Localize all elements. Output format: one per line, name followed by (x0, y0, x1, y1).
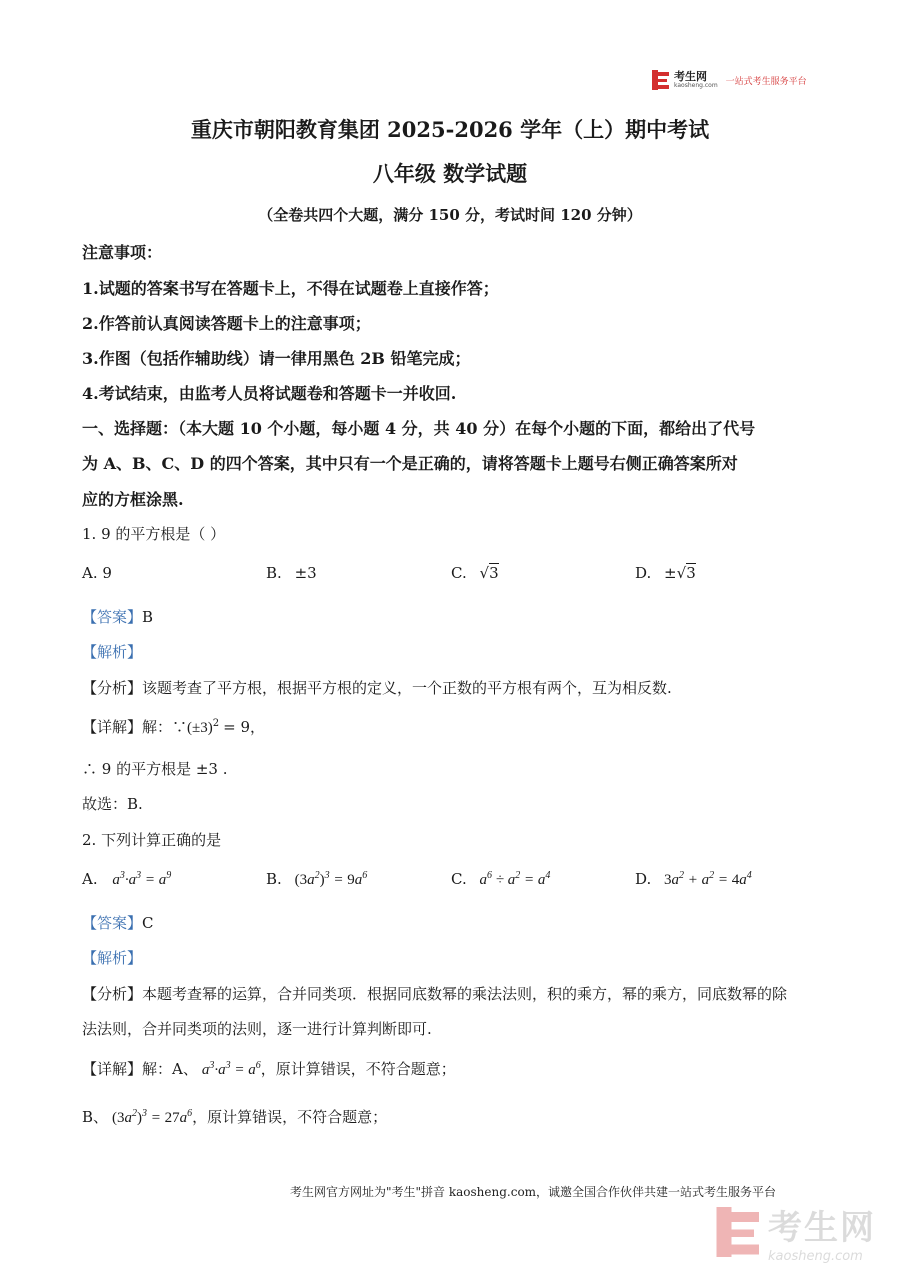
fenxi-tag: 【分析】 (82, 985, 143, 1003)
fenxi-tag: 【分析】 (82, 679, 143, 697)
watermark-logo-icon (716, 1207, 762, 1257)
q2-analysis-tag: 【解析】 (82, 949, 143, 967)
xiangjie-post: ，原计算错误，不符合题意； (192, 1108, 388, 1126)
xiangjie-tag: 【详解】 (82, 1060, 143, 1078)
section-heading-line: 应的方框涂黑. (82, 490, 184, 509)
watermark-url: kaosheng.com (768, 1249, 863, 1264)
math-expr: (±3) (187, 720, 213, 736)
header-logo (652, 70, 807, 90)
exam-note: （全卷共四个大题，满分 150 分，考试时间 120 分钟） (258, 206, 642, 224)
fenxi-text: 该题考查了平方根，根据平方根的定义，一个正数的平方根有两个，互为相反数. (142, 679, 672, 697)
header-slogan: 一站式考生服务平台 (725, 76, 807, 87)
q1-conclusion: ∴ 9 的平方根是 ±3 . (82, 760, 228, 778)
q2-option-b (266, 870, 367, 889)
radicand: 3 (686, 564, 696, 582)
q1-option-d (635, 564, 696, 582)
page-subtitle: 八年级 数学试题 (372, 161, 528, 186)
option-label: C. (451, 870, 467, 888)
plus-minus: ± (664, 564, 677, 582)
option-label: B. (266, 564, 282, 582)
notice-item: 2.作答前认真阅读答题卡上的注意事项； (82, 314, 371, 333)
option-label: A. (82, 870, 98, 888)
xiangjie-pre: 解：∵ (142, 718, 188, 736)
answer-tag: 【答案】 (82, 914, 143, 932)
option-value: ±3 (294, 564, 317, 582)
page-footer: 考生网官方网址为"考生"拼音 kaosheng.com，诚邀全国合作伙伴共建一站式考生服务平台 (290, 1185, 777, 1199)
q2-option-a (82, 870, 171, 889)
option-label: B. (266, 870, 282, 888)
q1-option-b (266, 564, 317, 582)
kaosheng-logo-icon (652, 70, 670, 90)
q2-fenxi (82, 983, 787, 1004)
q1-option-c (451, 564, 499, 582)
notice-item: 3.作图（包括作辅助线）请一律用黑色 2B 铅笔完成； (82, 349, 471, 368)
option-label: D. (635, 564, 652, 582)
question-1-stem: 1. 9 的平方根是（ ） (82, 525, 226, 543)
radicand: 3 (489, 564, 499, 582)
section-heading-line: 为 A、B、C、D 的四个答案，其中只有一个是正确的，请将答题卡上题号右侧正确答案所对 (82, 454, 738, 473)
notice-item: 1.试题的答案书写在答题卡上，不得在试题卷上直接作答； (82, 279, 499, 298)
option-label: D. (635, 870, 652, 888)
notice-heading: 注意事项： (82, 243, 163, 262)
q2-fenxi-cont: 法法则，合并同类项的法则，逐一进行计算判断即可. (82, 1020, 432, 1038)
math-formula: $a^6 \div a^2 = a^4$ (479, 870, 551, 888)
math-formula: $a^3\cdot a^3 = a^9$ (112, 870, 172, 888)
q1-fenxi (82, 677, 672, 698)
page-title: 重庆市朝阳教育集团 2025-2026 学年（上）期中考试 (190, 117, 710, 142)
q2-answer (82, 912, 154, 933)
watermark-name: 考生网 (768, 1208, 876, 1248)
q2-option-c (451, 870, 550, 889)
q1-option-a: A. 9 (82, 564, 112, 582)
xiangjie-post: ，原计算错误，不符合题意； (260, 1060, 456, 1078)
answer-value: C (142, 914, 154, 932)
xiangjie-post: = 9， (223, 718, 266, 736)
section-heading-line: 一、选择题：（本大题 10 个小题，每小题 4 分，共 40 分）在每个小题的下面，都给出了代号 (82, 419, 756, 438)
notice-item: 4.考试结束，由监考人员将试题卷和答题卡一并收回. (82, 384, 457, 403)
math-formula: $(3a^2)^3 = 9a^6$ (294, 870, 368, 888)
math-sup: 2 (212, 718, 220, 729)
logo-name: 考生网 (674, 70, 707, 83)
math-formula: $(3a^2)^3 = 27a^6$ (112, 1108, 193, 1126)
xiangjie-pre: 解：A、 (142, 1060, 198, 1078)
watermark (716, 1200, 876, 1264)
q2-option-d (635, 870, 752, 889)
q2-xiangjie-b (82, 1106, 387, 1127)
option-label: C. (451, 564, 467, 582)
q1-answer (82, 606, 153, 627)
math-formula: $a^3\cdot a^3 = a^6$ (201, 1060, 261, 1078)
sqrt-sign-icon: √ (676, 564, 687, 582)
xiangjie-pre: B、 (82, 1108, 109, 1126)
q2-xiangjie-a (82, 1058, 456, 1079)
xiangjie-tag: 【详解】 (82, 718, 143, 736)
sqrt-sign-icon: √ (479, 564, 490, 582)
q1-analysis-tag: 【解析】 (82, 643, 143, 661)
math-formula: $3a^2 + a^2 = 4a^4$ (664, 870, 752, 888)
logo-url: kaosheng.com (674, 82, 718, 89)
answer-value: B (142, 608, 154, 626)
q1-choice: 故选：B. (82, 795, 143, 813)
question-2-stem: 2. 下列计算正确的是 (82, 831, 222, 849)
q1-xiangjie (82, 716, 265, 737)
fenxi-text: 本题考查幂的运算，合并同类项．根据同底数幂的乘法法则，积的乘方，幂的乘方，同底数幂的除 (142, 985, 788, 1003)
answer-tag: 【答案】 (82, 608, 143, 626)
